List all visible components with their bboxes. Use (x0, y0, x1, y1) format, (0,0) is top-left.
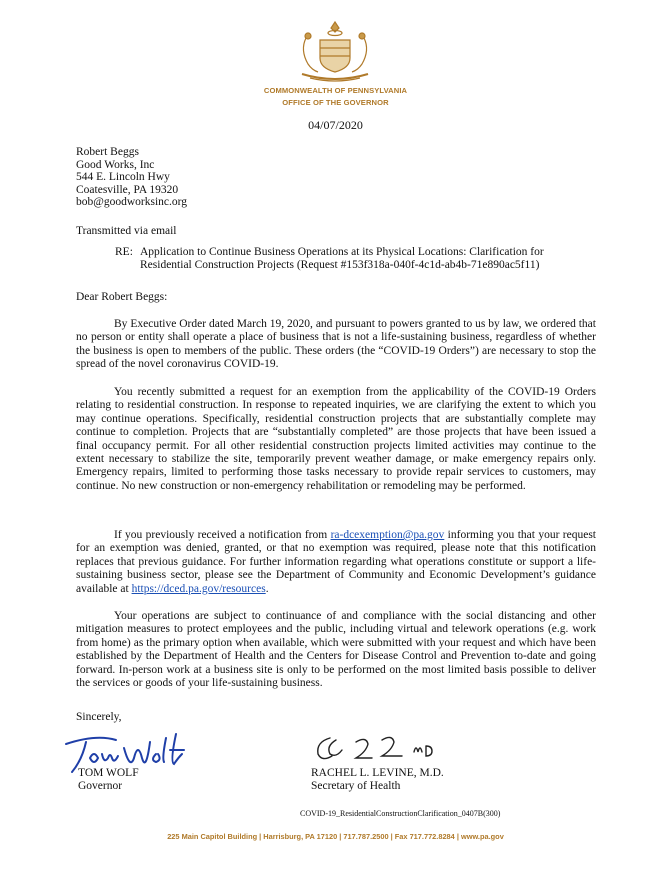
recipient-company: Good Works, Inc (76, 158, 155, 171)
re-subject-block (115, 246, 595, 273)
re-line1: Application to Continue Business Operations at its Physical Locations: Clarification for (140, 246, 544, 258)
p3-text-c: . (265, 582, 269, 595)
rachel-levine-signature (310, 732, 460, 764)
letterhead-org-line2: OFFICE OF THE GOVERNOR (282, 98, 389, 107)
signatory-left-name: TOM WOLF (78, 767, 139, 779)
re-label: RE: (115, 246, 133, 258)
signatory-left (78, 767, 139, 793)
signatory-right-title: Secretary of Health (311, 780, 401, 792)
recipient-address-block (76, 146, 187, 209)
recipient-street: 544 E. Lincoln Hwy (76, 171, 170, 184)
pennsylvania-coat-of-arms-icon (290, 18, 380, 86)
salutation: Dear Robert Beggs: (76, 291, 168, 303)
dced-resources-link[interactable]: https://dced.pa.gov/resources (131, 582, 266, 595)
re-line2: Residential Construction Projects (Request #153f318a-040f-4c1d-ab4b-71e890ac5f11) (140, 259, 540, 272)
paragraph-executive-order: By Executive Order dated March 19, 2020, and pursuant to powers granted to us by law, we ordered that no person or entity shall operate a place of business that is not a life-sustaining business, regardless of whether the business is open to members of the public. These orders (the “COVID-19 Orders”) are necessary to stop the spread of the novel coronavirus COVID-19. (76, 318, 596, 371)
paragraph-residential-construction: You recently submitted a request for an exemption from the applicability of the COVID-19 Orders relating to residential construction. In response to repeated inquiries, we are clarifying the extent to which you may continue operations. Specifically, residential construction projects that are substantially complete may continue to completion. Projects that are “substantially completed” are those projects that have been issued a final occupancy permit. For all other residential construction projects limited activities may continue to the extent necessary to stabilize the site, temporarily prevent weather damage, or make emergency repairs only. Emergency repairs, limited to performing those tasks necessary to provide repair services to customers, may continue. No new construction or non-emergency rehabilitation or remodeling may be performed. (76, 386, 596, 492)
recipient-email: bob@goodworksinc.org (76, 196, 187, 209)
paragraph-mitigation-measures: Your operations are subject to continuance of and compliance with the social distancing and other mitigation measures to protect employees and the public, including virtual and telework operations (e.g. work from home) as the primary option when available, which were submitted with your request and which have been established by the Department of Health and the Centers for Disease Control and Prevention to-date and going forward. In-person work at a business site is only to be performed on the most limited basis possible to deliver the services or goods of your life-sustaining business. (76, 610, 596, 690)
letterhead-footer: 225 Main Capitol Building | Harrisburg, PA 17120 | 717.787.2500 | Fax 717.772.8284 | www.pa.gov (167, 832, 504, 841)
letter-date: 04/07/2020 (308, 118, 363, 132)
p3-text-a: If you previously received a notification from (114, 529, 331, 541)
signatory-right (311, 767, 444, 793)
recipient-name: Robert Beggs (76, 146, 139, 158)
letterhead-org-line1: COMMONWEALTH OF PENNSYLVANIA (263, 86, 408, 95)
document-reference: COVID-19_ResidentialConstructionClarification_0407B(300) (300, 809, 501, 818)
signatory-right-name: RACHEL L. LEVINE, M.D. (311, 767, 444, 779)
transmitted-via: Transmitted via email (76, 225, 177, 237)
closing: Sincerely, (76, 711, 122, 723)
recipient-city: Coatesville, PA 19320 (76, 183, 179, 196)
paragraph-prior-notification (76, 529, 596, 596)
p3-text-b: informing you that your request for an exemption was denied, granted, or that no exemption was required, please note that this notification replaces that previous guidance. For further information regarding what operations constitute or support a life-sustaining business sector, please see the Department of Community and Economic Development’s guidance available at (76, 529, 596, 595)
exemption-email-link[interactable]: ra-dcexemption@pa.gov (330, 529, 445, 541)
signatory-left-title: Governor (78, 780, 123, 792)
